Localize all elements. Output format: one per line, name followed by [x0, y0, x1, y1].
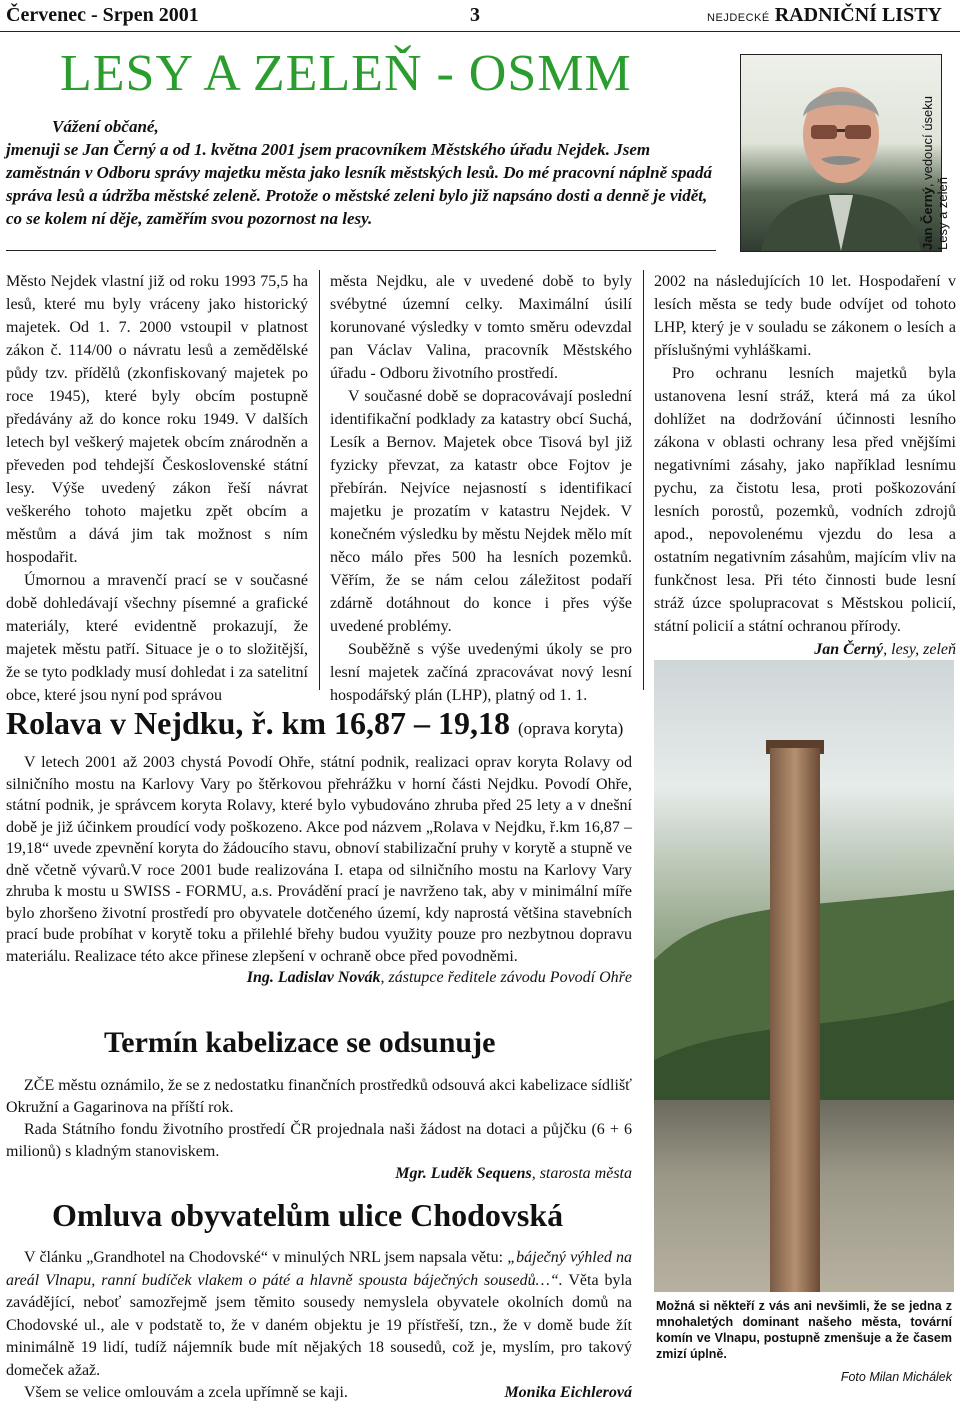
article-paragraph: 2002 na následujících 10 let. Hospodaření v lesích města se tedy bude odvíjet od tohoto LHP, který je v souladu se zákonem o lesích a příslušnými vyhláškami.: [654, 273, 956, 359]
omluva-paragraph: [6, 1247, 632, 1382]
portrait-caption-dept: Lesy a zeleň: [935, 177, 950, 250]
omluva-closing: [6, 1382, 632, 1405]
signature-name: Ing. Ladislav Novák: [246, 969, 381, 986]
omluva-text-end: Věta byla zavádějící, neboť samozřejmě jsem těmito sousedy nemyslela obyvatele okolních domů na Chodovské ul., ale v podstatě to, že v daném objektu je 19 přístřeší, tzn., že v domě bude žít minimálně 19 lidí, tudíž nájemník bude mít nějakých 18 sousedů, což je, myslím, pro takový domeček ažaž.: [6, 1271, 632, 1379]
rolava-signature: [6, 967, 632, 989]
rolava-body: [6, 752, 632, 989]
portrait-illustration: [741, 55, 941, 251]
portrait-caption: [920, 54, 950, 250]
issue-date: Červenec - Srpen 2001: [6, 4, 199, 26]
portrait-caption-name: Jan Černý: [920, 187, 935, 250]
chimney-photo: [654, 660, 954, 1292]
photo-credit: Foto Milan Michálek: [840, 1370, 952, 1384]
portrait-photo: [740, 54, 942, 252]
omluva-text-start: V článku „Grandhotel na Chodovské“ v minulých NRL jsem napsala větu:: [24, 1249, 508, 1266]
kabelizace-paragraph: ZČE městu oznámilo, že se z nedostatku finančních prostředků odsouvá akci kabelizace sídlišť Okružní a Gagarinova na příští rok.: [6, 1077, 632, 1116]
rolava-heading: [6, 704, 646, 748]
page-title: LESY A ZELEŇ - OSMM: [60, 45, 632, 102]
intro-text: [6, 115, 726, 230]
article-paragraph: V současné době se dopracovávají poslední identifikační podklady za katastry obcí Suchá, Lesík a Bernov. Majetek obce Tisová byl již fyzicky převzat, za katastr obce Fojtov je přebírán. Nejvíce nejasností s identifikací majetku je prozatím v katastru Nejdek. V konečném výsledku by městu Nejdek mělo mít něco málo přes 500 ha lesních pozemků. Věřím, že se nám celou záležitost podaří zdárně dotáhnout do konce i přes výše uvedené problémy.: [330, 388, 632, 635]
intro-body: jmenuji se Jan Černý a od 1. května 2001 jsem pracovníkem Městského úřadu Nejdek. Jsem zaměstnán v Odboru správy majetku města jako lesník městských lesů. Do mé pracovní náplně spadá správa lesů a údržba městské zeleně. Protože o městské zeleni bylo již napsáno dosti a denně je vidět, co se kolem ní děje, zaměřím svou pozornost na lesy.: [6, 140, 712, 228]
article-paragraph: města Nejdku, ale v uvedené době to byly svébytné územní celky. Maximální úsilí korunované výsledky v tomto směru odevzdal pan Václav Valina, pracovník Městského úřadu - Odboru životního prostředí.: [330, 273, 632, 382]
kabelizace-signature: [6, 1163, 632, 1185]
article-signature: [654, 638, 956, 661]
newspaper-prefix: NEJDECKÉ: [707, 12, 770, 24]
omluva-title: Omluva obyvatelům ulice Chodovská: [52, 1197, 564, 1233]
kabelizace-paragraph: Rada Státního fondu životního prostředí ČR projednala naši žádost na dotaci a půjčku (6 + 6 milionů) s kladným stanoviskem.: [6, 1121, 632, 1160]
page-number: 3: [470, 4, 480, 26]
chimney-caption: Možná si někteří z vás ani nevšimli, že se jedna z mnohaletých dominant našeho města, tovární komín ve Vlnapu, postupně zmenšuje a že časem zmizí úplně.: [656, 1299, 952, 1361]
signature-name: Jan Černý: [814, 641, 884, 658]
kabelizace-body: [6, 1075, 632, 1185]
article-column-3: [654, 270, 956, 661]
kabelizace-title: Termín kabelizace se odsunuje: [104, 1026, 496, 1059]
intro-greeting: Vážení občané,: [52, 117, 159, 136]
signature-name: Mgr. Luděk Sequens: [395, 1165, 532, 1182]
rolava-subtitle: (oprava koryta): [518, 719, 624, 738]
signature-role: , zástupce ředitele závodu Povodí Ohře: [380, 969, 632, 986]
newspaper-title: RADNIČNÍ LISTY: [774, 4, 942, 26]
article-paragraph: Souběžně s výše uvedenými úkoly se pro lesní majetek začíná zpracovávat nový lesní hospodářský plán (LHP), platný od 1. 1.: [330, 641, 632, 704]
column-divider: [643, 270, 644, 690]
article-paragraph: Pro ochranu lesních majetků byla ustanovena lesní stráž, která má za úkol dohlížet na dodržování účinnosti lesního zákona v oblasti ochrany lesa před vnějšími negativními zásahy, jako například lesnímu pychu, za čistotu lesa, proti poškozování lesních porostů, pozemků, vodních zdrojů apod., nepovolenému vjezdu do lesa a ostatním negativním zásahům, majícím vliv na funkčnost lesa. Při této činnosti bude lesní stráž úzce spolupracovat s Městskou policií, státní policií a státní ochranou přírody.: [654, 365, 956, 635]
signature-role: , lesy, zeleň: [883, 641, 956, 658]
newspaper-name: [707, 4, 942, 27]
header-rule: [0, 31, 960, 32]
article-column-1: [6, 270, 308, 707]
signature-name: Monika Eichlerová: [504, 1384, 632, 1401]
omluva-apology: Všem se velice omlouvám a zcela upřímně se kaji.: [24, 1384, 348, 1401]
signature-role: , starosta města: [531, 1165, 632, 1182]
omluva-body: [6, 1247, 632, 1405]
rolava-paragraph: V letech 2001 až 2003 chystá Povodí Ohře, státní podnik, realizaci oprav koryta Rolavy od silničního mostu na Karlovy Vary po štěrkovou přehrážku v horní části Nejdku. Povodí Ohře, státní podnik, je správcem koryta Rolavy, které bylo vybudováno zhruba před 25 lety a v dnešní době je již účinkem proudící vody poškozeno. Akce pod názvem „Rolava v Nejdku, ř.km 16,87 – 19,18“ uvede zpevnění koryta do žádoucího stavu, obnoví stabilizační pruhy v korytě a stupně ve dně včetně vývarů.V roce 2001 bude realizována I. etapa od silničního mostu na Karlovy Vary zhruba k mostu u SWISS - FORMU, a.s. Provádění prací je navrženo tak, aby v minimální míře bylo zhoršeno životní prostředí pro obyvatele dotčeného území, kdy naprostá většina stavebních prací bude probíhat v korytě toku a přilehlé břehy budou využity pouze pro nezbytnou dopravu materiálu. Realizace této akce přinese zlepšení v ochraně obce před povodněmi.: [6, 754, 632, 965]
article-paragraph: Úmornou a mravenčí prací se v současné době dohledávají všechny písemné a grafické materiály, které evidentně prokazují, že majetek městu patří. Situace je o to složitější, že se tyto podklady musí dohledat i za satelitní obce, které jsou nyní pod správou: [6, 572, 308, 704]
portrait-caption-role: , vedoucí úseku: [920, 96, 935, 188]
column-divider: [319, 270, 320, 690]
intro-rule: [6, 250, 716, 251]
article-paragraph: Město Nejdek vlastní již od roku 1993 75,5 ha lesů, které mu byly vráceny jako historický majetek. Od 1. 7. 2000 vstoupil v platnost zákon č. 114/00 o návratu lesů a zemědělské půdy tzv. přídělů (zkonfiskovaný majetek po roce 1945), které byly obcím postupně předávány až do konce roku 1949. V dalších letech byl veškerý majetek obcím znárodněn a převeden pod tehdejší Československé státní lesy. Výše uvedený zákon řeší návrat veškerého tohoto majetku zpět obcím a městům a dává jim tak možnost s ním hospodařit.: [6, 273, 308, 566]
omluva-quote: „báječný výhled na areál Vlnapu, ranní budíček vlakem o páté a hlavně spousta báječných sousedů…“.: [6, 1249, 632, 1289]
rolava-title: Rolava v Nejdku, ř. km 16,87 – 19,18: [6, 705, 511, 741]
article-column-2: [330, 270, 632, 707]
chimney: [770, 748, 820, 1292]
